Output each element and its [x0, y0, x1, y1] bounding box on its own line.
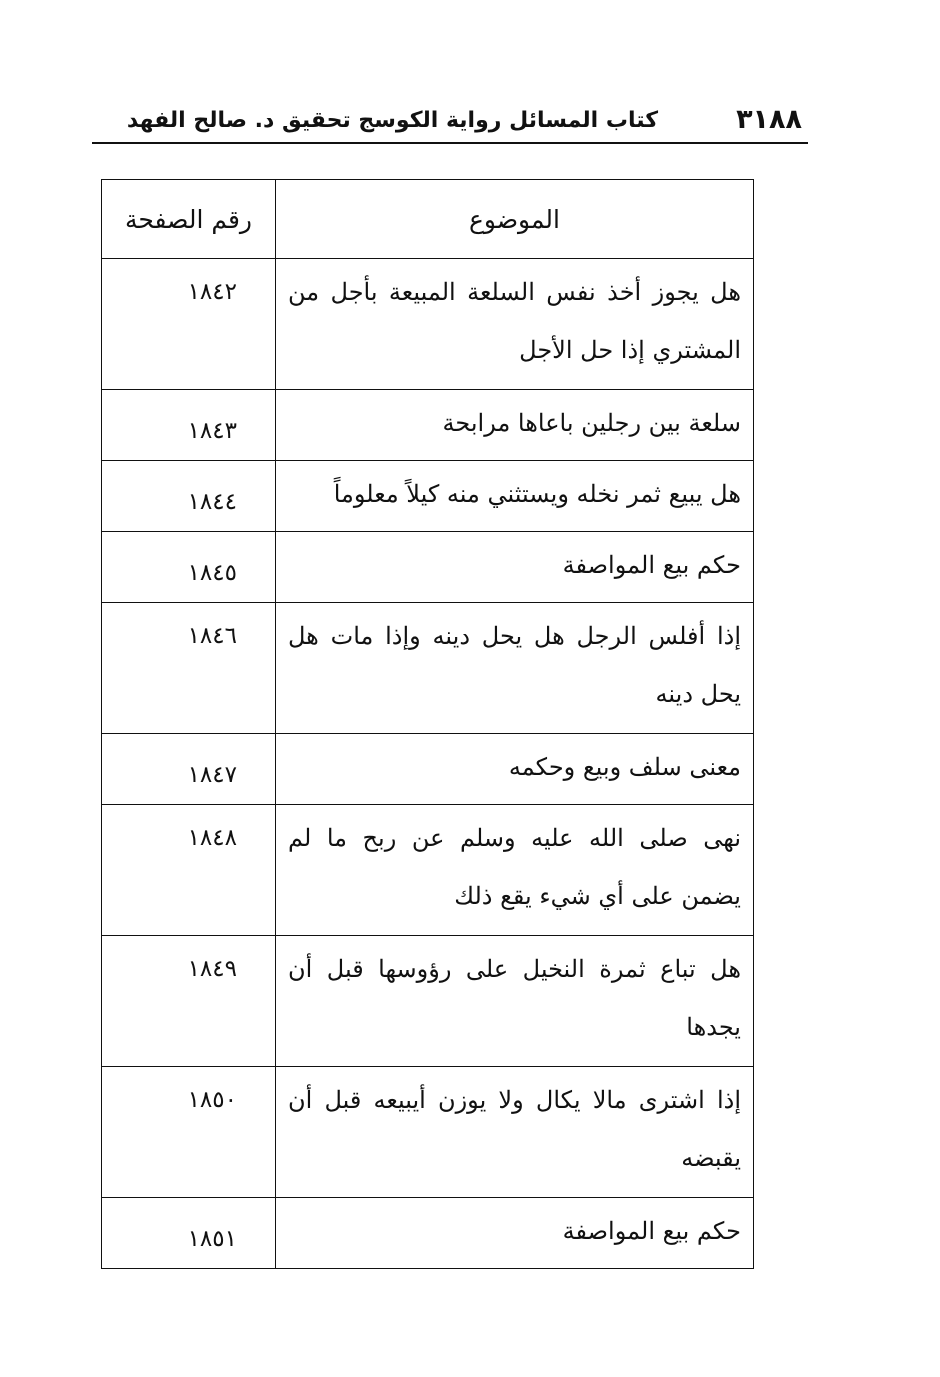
topic-cell: إذا أفلس الرجل هل يحل دينه وإذا مات هل يحل دينه	[276, 603, 754, 734]
book-title: كتاب المسائل رواية الكوسج تحقيق د. صالح الفهد	[126, 108, 658, 133]
page-number-cell: ١٨٤٧	[102, 734, 276, 805]
page-number-cell: ١٨٤٦	[102, 603, 276, 734]
page-header	[92, 100, 808, 144]
table-row	[102, 461, 754, 532]
page-number-cell: ١٨٤٥	[102, 532, 276, 603]
table-row	[102, 734, 754, 805]
topic-cell: هل يجوز أخذ نفس السلعة المبيعة بأجل من المشتري إذا حل الأجل	[276, 259, 754, 390]
table-row	[102, 1067, 754, 1198]
topic-cell: معنى سلف وبيع وحكمه	[276, 734, 754, 805]
page-number-cell: ١٨٤٣	[102, 390, 276, 461]
topic-cell: حكم بيع المواصفة	[276, 532, 754, 603]
table-row	[102, 259, 754, 390]
table-row	[102, 805, 754, 936]
page-column-header: رقم الصفحة	[102, 180, 276, 259]
topic-cell: هل تباع ثمرة النخيل على رؤوسها قبل أن يجدها	[276, 936, 754, 1067]
table-row	[102, 532, 754, 603]
contents-table	[101, 179, 754, 1269]
topic-cell: حكم بيع المواصفة	[276, 1198, 754, 1269]
table-row	[102, 936, 754, 1067]
header-rule	[92, 142, 808, 144]
topic-cell: سلعة بين رجلين باعاها مرابحة	[276, 390, 754, 461]
topic-cell: إذا اشترى مالا يكال ولا يوزن أيبيعه قبل أن يقبضه	[276, 1067, 754, 1198]
table-row	[102, 390, 754, 461]
page-number-cell: ١٨٥٠	[102, 1067, 276, 1198]
table-row	[102, 1198, 754, 1269]
page-number-cell: ١٨٤٩	[102, 936, 276, 1067]
page-number: ٣١٨٨	[736, 104, 802, 135]
page-number-cell: ١٨٤٢	[102, 259, 276, 390]
page-number-cell: ١٨٥١	[102, 1198, 276, 1269]
topic-column-header: الموضوع	[276, 180, 754, 259]
page-number-cell: ١٨٤٨	[102, 805, 276, 936]
topic-cell: هل يبيع ثمر نخله ويستثني منه كيلاً معلوماً	[276, 461, 754, 532]
table-row	[102, 603, 754, 734]
table-header-row	[102, 180, 754, 259]
page-number-cell: ١٨٤٤	[102, 461, 276, 532]
topic-cell: نهى صلى الله عليه وسلم عن ربح ما لم يضمن على أي شيء يقع ذلك	[276, 805, 754, 936]
